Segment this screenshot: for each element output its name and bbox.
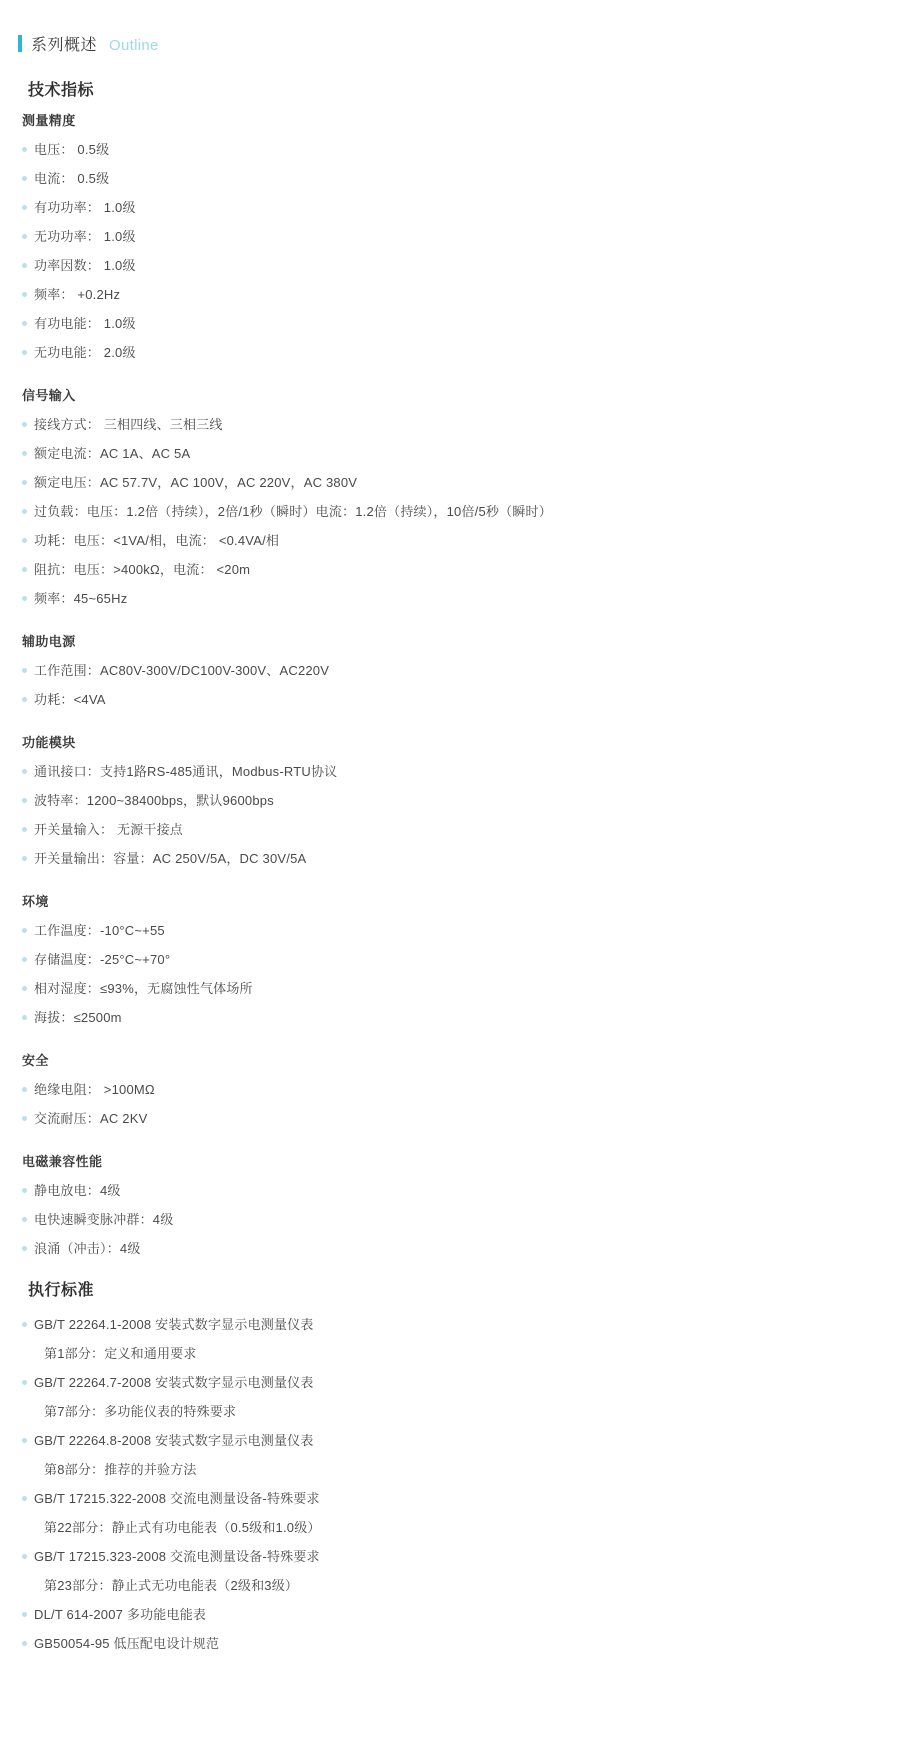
spec-item — [8, 1104, 900, 1133]
spec-item — [8, 309, 900, 338]
standard-item — [8, 1629, 900, 1658]
standard-item-label: GB50054-95 低压配电设计规范 — [34, 1636, 220, 1651]
spec-item — [8, 1075, 900, 1104]
standard-subitem — [8, 1513, 900, 1542]
spec-item — [8, 439, 900, 468]
bullet-icon — [22, 957, 27, 962]
spec-item-label: 存储温度：-25°C~+70° — [34, 952, 171, 967]
bullet-icon — [22, 1217, 27, 1222]
bullet-icon — [22, 1116, 27, 1121]
bullet-icon — [22, 1015, 27, 1020]
spec-item-label: 有功电能： 1.0级 — [34, 316, 136, 331]
spec-item — [8, 844, 900, 873]
bullet-icon — [22, 1087, 27, 1092]
bullet-icon — [22, 596, 27, 601]
spec-item-label: 电流： 0.5级 — [34, 171, 110, 186]
bullet-icon — [22, 1641, 27, 1646]
spec-item-label: 功耗：电压：<1VA/相，电流： <0.4VA/相 — [34, 533, 280, 548]
standard-item — [8, 1310, 900, 1339]
spec-item-label: 功耗：<4VA — [34, 692, 106, 707]
standard-subitem — [8, 1339, 900, 1368]
standard-item — [8, 1368, 900, 1397]
standard-subitem — [8, 1571, 900, 1600]
spec-item-label: 相对湿度：≤93%，无腐蚀性气体场所 — [34, 981, 253, 996]
spec-item — [8, 974, 900, 1003]
bullet-icon — [22, 668, 27, 673]
standard-item-label: GB/T 17215.322-2008 交流电测量设备-特殊要求 — [34, 1491, 320, 1506]
spec-item-label: 通讯接口：支持1路RS-485通讯，Modbus-RTU协议 — [34, 764, 338, 779]
spec-item — [8, 251, 900, 280]
spec-item-label: 额定电流：AC 1A、AC 5A — [34, 446, 191, 461]
spec-item — [8, 164, 900, 193]
standard-item — [8, 1542, 900, 1571]
spec-item — [8, 757, 900, 786]
bullet-icon — [22, 856, 27, 861]
bullet-icon — [22, 480, 27, 485]
bullet-icon — [22, 538, 27, 543]
spec-item — [8, 222, 900, 251]
spec-group-title: 环境 — [22, 894, 49, 909]
spec-item — [8, 584, 900, 613]
spec-item — [8, 656, 900, 685]
spec-group-title: 测量精度 — [22, 113, 76, 128]
bullet-icon — [22, 263, 27, 268]
bullet-icon — [22, 1438, 27, 1443]
spec-item-label: 有功功率： 1.0级 — [34, 200, 136, 215]
bullet-icon — [22, 292, 27, 297]
spec-group-title: 辅助电源 — [22, 634, 76, 649]
accent-bar-icon — [18, 35, 22, 52]
standard-subitem-label: 第8部分：推荐的并验方法 — [44, 1462, 197, 1477]
standard-item-label: GB/T 22264.8-2008 安装式数字显示电测量仪表 — [34, 1433, 314, 1448]
standard-item-label: GB/T 22264.1-2008 安装式数字显示电测量仪表 — [34, 1317, 314, 1332]
standard-item — [8, 1426, 900, 1455]
spec-item — [8, 135, 900, 164]
spec-item-label: 电快速瞬变脉冲群：4级 — [34, 1212, 174, 1227]
standards-title: 执行标准 — [28, 1282, 95, 1299]
specs-body — [0, 110, 900, 1263]
spec-item-label: 静电放电：4级 — [34, 1183, 121, 1198]
spec-item — [8, 1003, 900, 1032]
spec-item — [8, 280, 900, 309]
spec-item-label: 频率： +0.2Hz — [34, 287, 121, 302]
spec-item-label: 过负载：电压：1.2倍（持续），2倍/1秒（瞬时）电流：1.2倍（持续），10倍/5秒（瞬时） — [34, 504, 552, 519]
standard-item-label: DL/T 614-2007 多功能电能表 — [34, 1607, 207, 1622]
standard-subitem — [8, 1397, 900, 1426]
bullet-icon — [22, 769, 27, 774]
spec-item — [8, 786, 900, 815]
bullet-icon — [22, 1380, 27, 1385]
spec-item-label: 浪涌（冲击）：4级 — [34, 1241, 141, 1256]
standard-item-label: GB/T 17215.323-2008 交流电测量设备-特殊要求 — [34, 1549, 320, 1564]
spec-item-label: 交流耐压：AC 2KV — [34, 1111, 148, 1126]
bullet-icon — [22, 567, 27, 572]
bullet-icon — [22, 928, 27, 933]
spec-item — [8, 685, 900, 714]
spec-item-label: 无功功率： 1.0级 — [34, 229, 136, 244]
bullet-icon — [22, 1612, 27, 1617]
bullet-icon — [22, 350, 27, 355]
standard-item — [8, 1600, 900, 1629]
spec-item — [8, 945, 900, 974]
standard-subitem-label: 第7部分：多功能仪表的特殊要求 — [44, 1404, 237, 1419]
standard-subitem-label: 第22部分：静止式有功电能表（0.5级和1.0级） — [44, 1520, 321, 1535]
spec-item — [8, 468, 900, 497]
spec-item — [8, 410, 900, 439]
spec-item — [8, 1205, 900, 1234]
spec-item-label: 工作范围：AC80V-300V/DC100V-300V、AC220V — [34, 663, 330, 678]
spec-item-label: 波特率：1200~38400bps，默认9600bps — [34, 793, 274, 808]
spec-item-label: 开关量输出：容量：AC 250V/5A，DC 30V/5A — [34, 851, 307, 866]
bullet-icon — [22, 1188, 27, 1193]
bullet-icon — [22, 827, 27, 832]
section-title-en: Outline — [109, 37, 159, 54]
spec-item-label: 工作温度：-10°C~+55 — [34, 923, 165, 938]
spec-group-title: 信号输入 — [22, 388, 76, 403]
section-title-cn: 系列概述 — [31, 37, 98, 54]
bullet-icon — [22, 986, 27, 991]
spec-item — [8, 193, 900, 222]
spec-item-label: 额定电压：AC 57.7V，AC 100V，AC 220V，AC 380V — [34, 475, 358, 490]
standard-subitem-label: 第1部分：定义和通用要求 — [44, 1346, 197, 1361]
bullet-icon — [22, 509, 27, 514]
spec-group-title: 电磁兼容性能 — [22, 1154, 103, 1169]
spec-item — [8, 555, 900, 584]
spec-item — [8, 916, 900, 945]
bullet-icon — [22, 1246, 27, 1251]
bullet-icon — [22, 147, 27, 152]
section-header — [0, 24, 900, 63]
bullet-icon — [22, 798, 27, 803]
spec-item-label: 阻抗：电压：>400kΩ，电流： <20m — [34, 562, 251, 577]
spec-group-title: 安全 — [22, 1053, 49, 1068]
standard-subitem-label: 第23部分：静止式无功电能表（2级和3级） — [44, 1578, 299, 1593]
specs-title: 技术指标 — [28, 82, 95, 99]
standard-subitem — [8, 1455, 900, 1484]
bullet-icon — [22, 1322, 27, 1327]
spec-item — [8, 1176, 900, 1205]
bullet-icon — [22, 451, 27, 456]
spec-item-label: 绝缘电阻： >100MΩ — [34, 1082, 155, 1097]
bullet-icon — [22, 1554, 27, 1559]
spec-item-label: 开关量输入： 无源干接点 — [34, 822, 184, 837]
standard-item — [8, 1484, 900, 1513]
spec-item — [8, 338, 900, 367]
spec-item-label: 电压： 0.5级 — [34, 142, 110, 157]
bullet-icon — [22, 176, 27, 181]
spec-item — [8, 526, 900, 555]
standards-body — [0, 1310, 900, 1658]
standard-item-label: GB/T 22264.7-2008 安装式数字显示电测量仪表 — [34, 1375, 314, 1390]
spec-item-label: 功率因数： 1.0级 — [34, 258, 136, 273]
bullet-icon — [22, 1496, 27, 1501]
spec-item-label: 海拔：≤2500m — [34, 1010, 122, 1025]
bullet-icon — [22, 422, 27, 427]
bullet-icon — [22, 321, 27, 326]
bullet-icon — [22, 697, 27, 702]
spec-item — [8, 1234, 900, 1263]
bullet-icon — [22, 234, 27, 239]
spec-item — [8, 497, 900, 526]
spec-item-label: 无功电能： 2.0级 — [34, 345, 136, 360]
spec-item-label: 接线方式： 三相四线、三相三线 — [34, 417, 223, 432]
spec-item-label: 频率：45~65Hz — [34, 591, 128, 606]
spec-item — [8, 815, 900, 844]
bullet-icon — [22, 205, 27, 210]
spec-group-title: 功能模块 — [22, 735, 76, 750]
